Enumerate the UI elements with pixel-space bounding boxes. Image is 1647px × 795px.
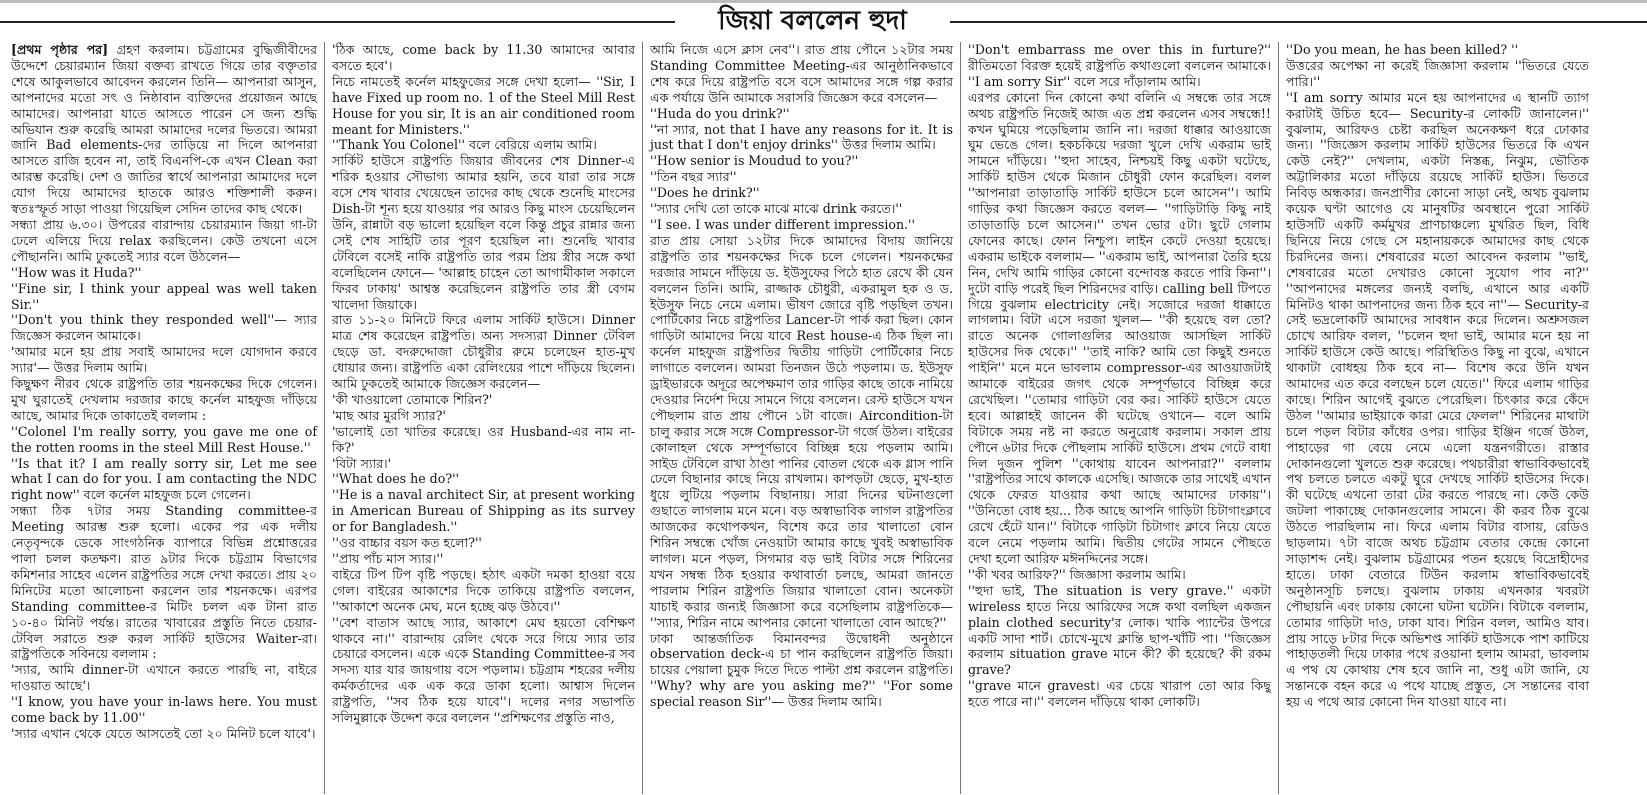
- column-paragraph: ''Do you mean, he has been killed? '': [1286, 42, 1519, 57]
- column-paragraph: ''না স্যার, not that I have any reasons for it. It is just that I don't enjoy drinks'' উত্তর দিলাম আমি।: [650, 121, 953, 153]
- column-paragraph: সন্ধ্যা ঠিক ৭টার সময় Standing committee-র Meeting আরম্ভ শুরু হলো। একের পর এক দলীয় নেতৃবৃন্দকে ডেকে সাংগঠনিক ব্যাপারে বিভিন্ন প্রশ্নোত্তরের পালা চলল কতক্ষণ। রাত ৯টার দিকে চট্টগ্রাম বিভাগের কমিশনার সাহেব এলেন রাষ্ট্রপতির সঙ্গে দেখা করতে। প্রায় ২০ মিনিটের মতো আলোচনা করলেন তার শয়নকক্ষে। এরপর Standing committee-র মিটিং চলল এক টানা রাত ১০-৪০ মিনিট পর্যন্ত। রাতের খাবারের প্রস্তুতি নিতে চেয়ার-টেবিল সরাতে শুরু করল সার্কিট হাউসের Waiter-রা। রাষ্ট্রপতিকে সবিনয়ে বললাম :: [11, 503, 317, 662]
- column-paragraph: ''ওর বাচ্চার বয়স কত হলো?'': [332, 535, 482, 551]
- column-paragraph: ''Colonel I'm really sorry, you gave me one of the rotten rooms in the steel Mill Rest House.'': [11, 423, 317, 455]
- article-headline: জিয়া বললেন হুদা: [718, 6, 907, 36]
- column-paragraph: ''Don't embarrass me over this in furture?'' রীতিমতো বিরক্ত হয়েই রাষ্ট্রপতি কথাগুলো বললেন আমাকে। ''I am sorry Sir'' বলে সরে দাঁড়ালাম আমি।: [968, 42, 1271, 89]
- column-paragraph: ''তিন বছর স্যার'': [650, 169, 737, 185]
- column-paragraph: রাত প্রায় সোয়া ১২টার দিকে আমাদের বিদায় জানিয়ে রাষ্ট্রপতি তার শয়নকক্ষের দিকে চলে গেলেন। শয়নকক্ষের দরজার সামনে দাঁড়িয়ে ড. ইউসুফের পিঠে হাত রেখে কী যেন বললেন তিনি। আমি, রাজ্জাক চৌধুরী, একরামুল হক ও ড. ইউসুফ নিচে নেমে এলাম। ভীষণ জোরে বৃষ্টি পড়ছিল তখন। পোর্টিকোর নিচে রাষ্ট্রপতির Lancer-টা পার্ক করা ছিল। কোন গাড়িটা আমাদের নিয়ে যাবে Rest house-এ ঠিক ছিল না। কর্নেল মাহফুজ রাষ্ট্রপতির দ্বিতীয় গাড়িটা পোর্টিকোর নিচে লাগাতে বললেন। আমরা তিনজন উঠে পড়লাম। ড. ইউসুফ ড্রাইভারকে অদূরে অপেক্ষমাণ তার গাড়ির কাছে তাকে নামিয়ে দেওয়ার নির্দেশ দিয়ে সামনে গিয়ে বসলেন। রেস্ট হাউসে যখন পৌছলাম রাত প্রায় পৌনে ১টা বাজে। Aircondition-টা চালু করার সঙ্গে সঙ্গে Compressor-টা গর্জে উঠল। বাইরের কোলাহল থেকে সম্পূর্ণভাবে বিচ্ছিন্ন হয়ে পড়লাম আমি। সাইড টেবিলে রাখা ঠাণ্ডা পানির বোতল থেকে এক গ্লাস পানি ঢেলে বিছানার কাছে নিয়ে রাখলাম। কাপড়টা ছেড়ে, মুখ-হাত ধুয়ে লুটিয়ে পড়লাম বিছানায়। সারা দিনের ঘটনাগুলো গুছাতে লাগলাম মনে মনে। বড় অস্বাভাবিক লাগল রাষ্ট্রপতির আজকের কথোপকথন, বিশেষ করে তার খালাতো বোন শিরিন সম্বন্ধে খোঁজ নেওয়াটা আমার কাছে খুবই অস্বাভাবিক লাগল। মনে পড়ল, সিগমার বড় ভাই বিটার সঙ্গে শিরিনের যখন সম্বন্ধ ঠিক হওয়ার কথাবার্তা চলছে, আমরা জানতে পারলাম শিরিন রাষ্ট্রপতি জিয়ার খালাতো বোন। অনেকটা যাচাই করার জন্যই জিজ্ঞাসা করে বসেছিলাম রাষ্ট্রপতিকে— ''স্যার, শিরিন নামে আপনার কোনো খালাতো বোন আছে?'': [650, 232, 953, 630]
- column-paragraph: [11, 42, 317, 217]
- column-paragraph: নিচে নামতেই কর্নেল মাহফুজের সঙ্গে দেখা হলো— ''Sir, I have Fixed up room no. 1 of the Steel Mill Rest House for you sir, It is an air conditioned room meant for Ministers.'': [332, 73, 635, 137]
- header-rule-right: [950, 21, 1647, 23]
- column-paragraph: 'বিটা স্যার।': [332, 455, 392, 471]
- column-paragraph: ''Is that it? I am really sorry sir, Let me see what I can do for you. I am contacting the NDC right now'' বলে কর্নেল মাহফুজ চলে গেলেন।: [11, 455, 317, 503]
- column-paragraph: 'মাছ আর মুরগি স্যার?': [332, 407, 446, 423]
- column-paragraph: আমি নিজে এসে ক্লাস নেব''। রাত প্রায় পৌনে ১২টার সময় Standing Committee Meeting-এর আনুষ্ঠানিকভাবে শেষ করে দিয়ে রাষ্ট্রপতি বসে বসে আমাদের সঙ্গে গল্প করার এক পর্যায়ে উনি আমাকে সরাসরি জিজ্ঞেস করে বসলেন—: [650, 42, 953, 105]
- column-paragraph: ঢাকা আন্তর্জাতিক বিমানবন্দর উদ্বোধনী অনুষ্ঠানে observation deck-এ চা পান করছিলেন রাষ্ট্রপতি জিয়া। চায়ের পেয়ালা চুমুক দিতে দিতে পাল্টা প্রশ্ন করলেন রাষ্ট্রপতি। ''Why? why are you asking me?'' ''For some special reason Sir''— উত্তর দিলাম আমি।: [650, 630, 953, 710]
- continuation-marker: [প্রথম পৃষ্ঠার পর]: [11, 42, 109, 57]
- article-column-5: [1278, 42, 1596, 794]
- column-paragraph: ''Huda do you drink?'': [650, 105, 790, 121]
- column-paragraph: ''grave মানে gravest। এর চেয়ে খারাপ তো আর কিছু হতে পারে না।'' বললেন দাঁড়িয়ে থাকা লোকটি।: [968, 678, 1271, 710]
- column-paragraph: ''হুদা ভাই, The situation is very grave.'' একটা wireless হাতে নিয়ে আরিফের সঙ্গে কথা বলছিল একজন plain clothed security'র লোক। খাকি প্যান্টের উপরে একটি সাদা শার্ট। চোখে-মুখে ক্লান্তি ছাপ-খাঁটি পা। ''জিজ্ঞেস করলাম situation grave মানে কী? কী হয়েছে? কী রকম grave?: [968, 582, 1271, 678]
- column-paragraph: ''I see. I was under different impression.'': [650, 216, 915, 232]
- article-column-2: [324, 42, 642, 794]
- column-paragraph: ''He is a naval architect Sir, at present working in American Bureau of Shipping as its survey or for Bangladesh.'': [332, 487, 635, 535]
- column-paragraph: সার্কিট হাউসে রাষ্ট্রপতি জিয়ার জীবনের শেষ Dinner-এ শরিক হওয়ার সৌভাগ্য আমার হয়নি, তবে যারা তার সঙ্গে বসে শেষ খাবার খেয়েছেন তাদের কাছ থেকে শুনেছি মাংসের Dish-টা শূন্য হয়ে যাওয়ার পর আরও কিছু মাংস চেয়েছিলেন উনি, রান্নাটা বড় ভালো হয়েছিল বলে কিন্তু প্রচুর রান্নার জন্য সেই শেষ সাহিটি তার পূরণ হয়েছিল না। শুনেছি খাবার টেবিলে বসেই নাকি রাষ্ট্রপতি তার পরম প্রিয় স্ত্রীর সঙ্গে কথা বলেছিলেন ফোনে— 'আল্লাহ চাহেন তো আগামীকাল সকালে ফিরব ঢাকায়' আশ্বস্ত করেছিলেন রাষ্ট্রপতি তার স্ত্রী বেগম খালেদা জিয়াকে।: [332, 153, 635, 312]
- column-paragraph: সন্ধ্যা প্রায় ৬.৩০। উপরের বারান্দায় চেয়ারম্যান জিয়া গা-টা ঢেলে এলিয়ে দিয়ে relax করছিলেন। কেউ তখনো এসে পৌছাননি। আমি ঢুকতেই স্যার বলে উঠলেন—: [11, 216, 317, 264]
- column-paragraph: বাইরে টিপ টিপ বৃষ্টি পড়ছে। হঠাৎ একটা দমকা হাওয়া বয়ে গেল। বাইরের আকাশের দিকে তাকিয়ে রাষ্ট্রপতি বললেন, ''আকাশে অনেক মেঘ, মনে হচ্ছে ঝড় উঠবে।'': [332, 566, 635, 614]
- column-paragraph: 'ভালোই তো খাতির করেছে। ওর Husband-এর নাম না-কি?': [332, 423, 635, 455]
- top-edge-rule: [0, 0, 1647, 3]
- column-paragraph: কিছুক্ষণ নীরব থেকে রাষ্ট্রপতি তার শয়নকক্ষের দিকে গেলেন। মুখ ঘুরাতেই দেখলাম দরজার কাছে কর্নেল মাহফুজ দাঁড়িয়ে আছে, আমার দিকে তাকাতেই বললাম :: [11, 376, 317, 423]
- article-columns: [4, 42, 1643, 794]
- column-paragraph: ''বেশ বাতাস আছে স্যার, আকাশে মেঘ হয়তো বেশিক্ষণ থাকবে না।'' বারান্দায় রেলিং থেকে সরে গিয়ে স্যার তার চেয়ারে বসলেন। একে একে Standing Committee-র সব সদস্য যার যার জায়গায় বসে পড়লাম। চট্টগ্রাম শহরের দলীয় কর্মকর্তাদের এক এক করে ডাকা হলো। আশ্বাস দিলেন রাষ্ট্রপতি, ''সব ঠিক হয়ে যাবে''। দলের নগর সভাপতি সলিমুল্লাকে উদ্দেশ করে বললেন ''প্রশিক্ষণের প্রস্তুতি নাও,: [332, 614, 635, 726]
- column-paragraph: ''I am sorry আমার মনে হয় আপনাদের এ স্থানটি ত্যাগ করাটাই উচিত হবে— Security-র লোকটি জানালেন।'' বুঝলাম, আরিফও চেষ্টা করছিল অনেকক্ষণ ধরে ঢোকার জন্য। ''জিজ্ঞেস করলাম সার্কিট হাউসের ভিতরে কি এখন কেউ নেই?'' দেখলাম, একটা নিস্তব্ধ, নিঝুম, ভৌতিক অট্টালিকার মতো দাঁড়িয়ে রয়েছে সার্কিট হাউস। ভিতরে নিবিড় অন্ধকার। জনপ্রাণীর কোনো সাড়া নেই, অথচ বুঝলাম কয়েক ঘণ্টা আগেও যে মানুষটির অবস্থানে পুরো সার্কিট হাউসটি একটি কর্মমুখর প্রাণচাঞ্চল্যে মুখরিত ছিল, বিধি ছিনিয়ে নিয়ে গেছে সে মহানায়ককে আমাদের কাছ থেকে চিরদিনের জন্য। শেষবারের মতো আবেদন করলাম ''ভাই, শেষবারের মতো দেখারও কোনো সুযোগ পাব না?'' ''আপনাদের মঙ্গলের জন্যই বলছি, এখানে আর একটি মিনিটও থাকা আপনাদের জন্য ঠিক হবে না''— Security-র সেই ভদ্রলোকটি আমাদের সাবধান করে দিলেন। অশ্রুসজল চোখে আরিফ বলল, ''চলেন হুদা ভাই, আমার মনে হয় না সার্কিট হাউসে কেউ আছে। পরিস্থিতিও কিছু না বুঝে, এখানে থাকাটা বোধহয় ঠিক হবে না— বিশেষ করে উনি যখন আমাদের এত করে বলছেন চলে যেতে।'' ফিরে এলাম গাড়ির কাছে। শিরিন আগেই বুঝতে পেরেছিল। চিৎকার করে কেঁদে উঠল ''আমার ভাইয়াকে কারা মেরে ফেলল'' শিরিনের মাথাটা চলে পড়ল বিটার কাঁধের ওপর। গাড়ির ইঞ্জিন গর্জে উঠল, পাহাড়ের গা বেয়ে নেমে এলো যন্ত্রনগরীতে। রাস্তার দোকানগুলো খুলতে শুরু করেছে। পথচারীরা স্বাভাবিকভাবেই পথ চলতে চলতে একটু ঘুরে দেখছে সার্কিট হাউসের দিকে। কী ঘটেছে এখনো তারা টের করতে পারছে না। কেউ কেউ জটলা পাকাচ্ছে দোকানগুলোর সামনে। কী করব ঠিক বুঝে উঠতে পারছিলাম না। ফিরে এলাম বিটার বাসায়, রেডিও ছাড়লাম। ৭টা বাজে অথচ চট্টগ্রাম বেতার কেন্দ্রে কোনো সাড়াশব্দ নেই। বুঝলাম চট্টগ্রামের পতন হয়েছে বিদ্রোহীদের হাতে। ঢাকা বেতারে টিউন করলাম স্বাভাবিকভাবেই অনুষ্ঠানসূচি চলছে। বুঝলাম ঢাকায় এখনকার খবরটা পৌছায়নি এবং ঢাকায় কোনো ঘটনা ঘটেনি। বিটাকে বললাম, তোমার গাড়িটা দাও, ঢাকা যাব। শিরিন বলল, আমিও যাব। প্রায় সাড়ে ৮টার দিকে অভিশপ্ত সার্কিট হাউসকে পাশ কাটিয়ে পাহাড়তলী দিয়ে ঢাকার পথে রওয়ানা হলাম আমরা, ভাবলাম এ পথ যে কোথায় শেষ হবে জানি না, শুধু এটা জানি, যে সন্তানকে বহন করে এ পথে যাচ্ছে প্রস্তুত, সে সন্তানের বাবা হয় এ পথে আর কোনো দিন যাওয়া যাবে না।: [1286, 89, 1589, 710]
- column-paragraph: 'কী খাওয়ালো তোমাকে শিরিন?': [332, 391, 493, 407]
- column-paragraph: এরপর কোনো দিন কোনো কথা বলিনি এ সম্বন্ধে তার সঙ্গে অথচ রাষ্ট্রপতি নিজেই আজ এত প্রশ্ন করলেন এসব সম্বন্ধে!! কখন ঘুমিয়ে পড়েছিলাম জানি না। দরজা ধাক্কার আওয়াজে ঘুম ভেঙে গেল। হকচকিয়ে দরজা খুলে দেখি একরাম ভাই সামনে দাঁড়িয়ে। ''হুদা সাহেব, নিশ্চয়ই কিছু একটা ঘটেছে, সার্কিট হাউস থেকে মিজান চৌধুরী ফোন করেছিল। বলল ''আপনারা তাড়াতাড়ি সার্কিট হাউসে চলে আসেন''। আমি গাড়ির কথা জিজ্ঞেস করতে বলল— ''গাড়িটাড়ি কিছু নাই তাড়াতাড়ি চলে আসেন।'' তখন ভোর ৫টা। ছুটে গেলাম ফোনের কাছে। ফোন নিশ্চুপ। লাইন কেটে দেওয়া হয়েছে। একরাম ভাইকে বললাম— ''একরাম ভাই, আপনারা তৈরি হয়ে নিন, দেখি আমি গাড়ির কোনো বন্দোবস্ত করতে পারি কিনা''। দুটো বাড়ি পরেই ছিল শিরিনদের বাড়ি। calling bell টিপতে গিয়ে বুঝলাম electricity নেই। সজোরে দরজা ধাক্কাতে লাগলাম। বিটা এসে দরজা খুলল— ''কী হয়েছে বল তো? রাতে অনেক গোলাগুলির আওয়াজ আসছিল সার্কিট হাউসের দিক থেকে।'' ''তাই নাকি? আমি তো কিছুই শুনতে পাইনি'' মনে মনে ভাবলাম compressor-এর আওয়াজটাই আমাকে বাইরের জগৎ থেকে সম্পূর্ণভাবে বিচ্ছিন্ন করে রেখেছিল। ''তোমার গাড়িটা বের কর। সার্কিট হাউসে যেতে হবে। আল্লাহই জানেন কী ঘটেছে ওখানে— বলে আমি বিটাকে সময় নষ্ট না করতে অনুরোধ করলাম। সকাল প্রায় পৌনে ৬টার দিকে পৌছলাম সার্কিট হাউসে। প্রথম গেটে বাধা দিল দুজন পুলিশ ''কোথায় যাবেন আপনারা?'' বললাম ''রাষ্ট্রপতির সাথে কালকে এসেছি। আজকে তার সাথেই এখান থেকে ফেরত যাওয়ার কথা আছে আমাদের ঢাকায়''। ''উনিতো বোধ হয়... ঠিক আছে আপনি গাড়িটা চিটাগাংক্লাবে রেখে হেঁটে যান।'' বিটাকে গাড়িটা চিটাগাং ক্লাবে নিয়ে যেতে বলে নেমে পড়লাম আমি। দ্বিতীয় গেটের সামনে পৌছতে দেখা হলো আরিফ মঈনদ্দিনের সঙ্গে।: [968, 89, 1271, 566]
- column-paragraph: ''Don't you think they responded well''— স্যার জিজ্ঞেস করলেন আমাকে।: [11, 312, 317, 344]
- column-paragraph: 'ঠিক আছে, come back by 11.30 আমাদের আবার বসতে হবে'।: [332, 42, 635, 73]
- article-column-1: [4, 42, 324, 794]
- article-column-3: [642, 42, 960, 794]
- column-paragraph: ''Thank You Colonel'' বলে বেরিয়ে এলাম আমি।: [332, 137, 597, 153]
- column-paragraph: 'স্যার, আমি dinner-টা এখানে করতে পারছি না, বাইরে দাওয়াত আছে'।: [11, 662, 317, 694]
- column-paragraph: রাত ১১-২০ মিনিটে ফিরে এলাম সার্কিট হাউসে। Dinner মাত্র শেষ করেছেন রাষ্ট্রপতি। অন্য সদস্যরা Dinner টেবিল ছেড়ে ডা. বদরুদ্দোজা চৌধুরীর রুমে চলেছেন হাত-মুখ ধোয়ার জন্য। রাষ্ট্রপতি একা রেলিংয়ের পাশে দাঁড়িয়ে ছিলেন। আমি ঢুকতেই আমাকে জিজ্ঞেস করলেন—: [332, 312, 635, 392]
- column-paragraph: 'আমার মনে হয় প্রায় সবাই আমাদের দলে যোগদান করবে স্যার'— উত্তর দিলাম আমি।: [11, 344, 317, 376]
- column-paragraph: ''কী খবর আরিফ?'' জিজ্ঞাসা করলাম আমি।: [968, 566, 1186, 582]
- column-paragraph: ''What does he do?'': [332, 471, 460, 487]
- column-paragraph: উত্তরের অপেক্ষা না করেই জিজ্ঞাসা করলাম ''ভিতরে যেতে পারি।'': [1286, 57, 1589, 89]
- column-paragraph: ''Does he drink?'': [650, 185, 760, 201]
- column-paragraph: 'স্যার এখান থেকে যেতে আসতেই তো ২০ মিনিট চলে যাবে'।: [11, 725, 316, 741]
- column-paragraph: ''I know, you have your in-laws here. You must come back by 11.00'': [11, 694, 317, 726]
- header-band: [0, 0, 1647, 40]
- article-column-4: [960, 42, 1278, 794]
- column-paragraph: ''স্যার দেখি তো তাকে মাঝে মাঝে drink করতে।'': [650, 201, 903, 217]
- column-paragraph: ''How senior is Moudud to you?'': [650, 153, 859, 169]
- column-paragraph: ''How was it Huda?'': [11, 264, 142, 280]
- header-rule-left: [0, 21, 675, 23]
- column-paragraph: ''প্রায় পাঁচ মাস স্যার।'': [332, 551, 444, 566]
- column-paragraph: ''Fine sir, I think your appeal was well taken Sir.'': [11, 280, 317, 312]
- paragraph-text: গ্রহণ করলাম। চট্টগ্রামের বুদ্ধিজীবীদের উদ্দেশে চেয়ারম্যান জিয়া বক্তব্য রাখতে গিয়ে তার বক্তৃতার শেষে আকুলভাবে আবেদন করলেন তিনি— আপনারা আসুন, আপনাদের মতো সৎ ও নিষ্ঠাবান ব্যক্তিদের প্রয়োজন আছে আমাদের। আপনারা যাতে আসতে পারেন সে জন্য শুদ্ধি অভিযান শুরু করেছি আমরা আমাদের দলের ভিতরে। আমরা জানি Bad elements-দের তাড়িয়ে না দিলে আপনারা আসতে রাজি হবেন না, তাই বিএনপি-কে এখন Clean করা আরম্ভ করেছি। দেশ ও জাতির স্বার্থে আপনারা আমাদের দলে যোগ দিয়ে আমাদের হাতকে আরও শক্তিশালী করুন। স্বতঃস্ফূর্ত সাড়া পাওয়া গিয়েছিল সেদিন তাদের কাছ থেকে।: [11, 42, 318, 217]
